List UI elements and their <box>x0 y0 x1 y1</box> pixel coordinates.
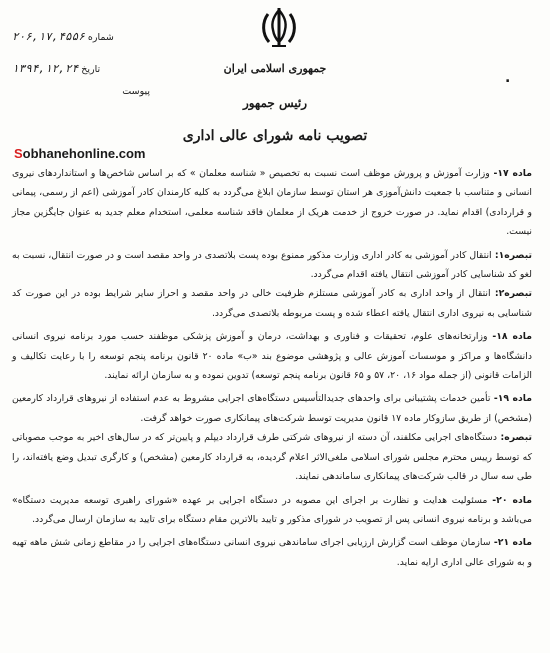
article-text: انتقال کادر آموزشی به کادر اداری وزارت مذکور ممنوع بوده پست بلاتصدی در واحد مقصد است و در صورت انتقال، نسبت به لغو کد شناسایی کادر آموزشی انتقال یافته اقدام می‌گردد. <box>12 249 532 281</box>
article-lead: تبصره۱: <box>491 249 532 261</box>
article-lead: تبصره۲: <box>490 288 532 300</box>
site-watermark <box>14 146 145 161</box>
article-18 <box>12 327 532 385</box>
article-lead: ماده ۱۸- <box>487 331 532 343</box>
margin-mark: . <box>505 70 511 86</box>
article-text: انتقال از واحد اداری به کادر آموزشی مستلزم ظرفیت خالی در واحد مقصد و احراز سایر شرایط بوده در این صورت کد شناسایی به نیروی اداری انتقال یافته اعطاء شده و پست مربوطه بلاتصدی می‌گردد. <box>12 288 532 319</box>
attachment-label: پیوست <box>122 86 150 97</box>
note-article-19 <box>12 428 532 486</box>
number-value: ۲۰۶,۱۷,۴۵۵۶ <box>12 30 85 43</box>
article-20 <box>12 491 532 530</box>
article-lead: ماده ۲۰- <box>487 494 532 506</box>
article-text: مسئولیت هدایت و نظارت بر اجرای این مصوبه در دستگاه اجرایی بر عهده «شورای راهبری توسعه مدیریت دستگاه» می‌باشد و برنامه نیروی انسانی پس از تصویب در شورای مذکور و تایید بالاترین مقام دستگاه برای تایید به سازمان ارسال می‌گردد. <box>12 494 532 525</box>
article-17 <box>12 164 532 242</box>
article-19 <box>12 389 532 428</box>
article-21 <box>12 533 532 572</box>
office-name: رئیس جمهور <box>242 96 308 110</box>
article-text: تأمین خدمات پشتیبانی برای واحدهای جدیدالتأسیس دستگاه‌های اجرایی مشروط به عدم استفاده از نیروهای قرارداد کارمعین (مشخص) از طریق سازوکار ماده ۱۷ قانون مدیریت توسط شرکت‌های پیمانکاری صورت خواهد گرفت. <box>12 393 532 424</box>
date-label: تاریخ <box>81 64 101 75</box>
watermark-initial: S <box>14 146 23 161</box>
letter-number <box>6 30 141 43</box>
date-value: ۱۳۹۴,۱۲,۲۴ <box>12 62 79 75</box>
number-label: شماره <box>87 32 114 43</box>
article-text: وزارتخانه‌های علوم، تحقیقات و فناوری و بهداشت، درمان و آموزش پزشکی موظفند حسب مورد برنامه نیروی انسانی دانشگاه‌ها و مراکز و موسسات آموزش عالی و پژوهشی موضوع بند «ب» ماده ۲۰ قانون برنامه پنجم توسعه را با رعایت تکالیف و الزامات قانونی (از جمله مواد ۱۶، ۲۰، ۵۷ و ۶۵ قانون برنامه پنجم توسعه) تدوین نموده و به سازمان ارائه نمایند. <box>12 331 532 382</box>
article-lead: ماده ۱۷- <box>489 168 532 179</box>
note-2 <box>12 284 532 323</box>
document-title: تصویب نامه شورای عالی اداری <box>182 128 368 144</box>
note-1 <box>12 246 532 285</box>
watermark-text: obhanehonline.com <box>22 146 146 161</box>
letter-date <box>6 62 141 75</box>
article-lead: ماده ۲۱- <box>490 537 532 549</box>
article-text: دستگاه‌های اجرایی مکلفند، آن دسته از نیروهای شرکتی طرف قرارداد دیپلم و پایین‌تر که در سال‌های اخیر به موجب مصوباتی که توسط رییس محترم مجلس شورای اسلامی ملغی‌الاثر اعلام گردیده، به قرارداد کارمعین (مشخص) و کارگری تبدیل وضع یافته‌اند، را طی سه سال در قالب شرکت‌های پیمانکاری ساماندهی نمایند. <box>12 432 532 483</box>
article-text: وزارت آموزش و پرورش موظف است نسبت به تخصیص « شناسه معلمان » که بر اساس شاخص‌ها و استانداردهای نیروی انسانی و متناسب با جمعیت دانش‌آموزی هر استان توسط سازمان ابلاغ می‌گردد به کلیه کارمندان کادر آموزشی (اعم از رسمی، پیمانی و قراردادی) اقدام نماید. در صورت خروج از خدمت هریک از معلمان فاقد شناسه معلمی، استخدام معلم جدید به عنوان جایگزین مجاز نیست. <box>12 168 532 238</box>
article-lead: تبصره: <box>497 432 532 444</box>
article-text: سازمان موظف است گزارش ارزیابی اجرای ساماندهی نیروی انسانی دستگاه‌های اجرایی را در مقاطع زمانی شش ماهه تهیه و به شورای عالی اداری ارایه نماید. <box>12 537 532 568</box>
iran-emblem-icon <box>259 6 299 52</box>
decree-body <box>12 164 532 572</box>
country-name: جمهوری اسلامی ایران <box>223 62 327 75</box>
article-lead: ماده ۱۹- <box>490 393 532 405</box>
